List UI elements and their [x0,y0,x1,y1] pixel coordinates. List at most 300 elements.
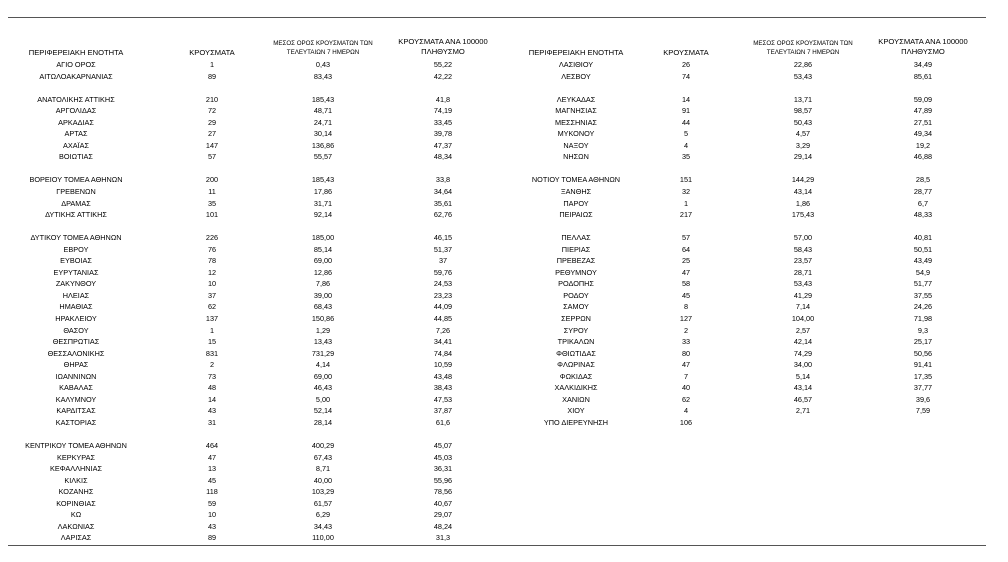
cases-cell: 226 [205,233,219,243]
avg7-cell: 61,57 [313,498,333,508]
region-cell: ΚΕΝΤΡΙΚΟΥ ΤΟΜΕΑ ΑΘΗΝΩΝ [25,441,127,451]
avg7-cell: 12,86 [313,267,333,277]
cases-cell: 43 [207,521,217,531]
per100k-cell: 74,19 [433,106,453,116]
spacer-row [8,163,500,175]
cases-cell: 2 [683,325,689,335]
per100k-cell: 28,77 [913,187,933,197]
avg7-cell: 5,00 [315,394,331,404]
table-row [8,475,500,487]
avg7-cell: 31,71 [313,198,333,208]
spacer-row [8,429,500,441]
region-cell: ΦΘΙΩΤΙΔΑΣ [556,348,596,358]
table-row [508,59,990,71]
per100k-cell: 54,9 [915,267,931,277]
spacer-row [8,82,500,94]
left-table-header [8,33,500,59]
per100k-cell: 48,33 [913,210,933,220]
cases-cell: 45 [207,475,217,485]
region-cell: ΛΕΥΚΑΔΑΣ [556,94,596,104]
table-row [508,278,990,290]
avg7-cell: 185,43 [311,94,335,104]
region-cell: ΘΕΣΠΡΩΤΙΑΣ [52,337,100,347]
cases-cell: 8 [683,302,689,312]
cases-cell: 73 [207,371,217,381]
per100k-cell: 37,55 [913,290,933,300]
table-row [8,440,500,452]
top-rule [8,17,986,18]
cases-cell: 76 [207,244,217,254]
avg7-cell: 4,14 [315,360,331,370]
cases-cell: 151 [679,175,693,185]
cases-cell: 57 [207,152,217,162]
per100k-cell: 50,51 [913,244,933,254]
avg7-cell: 98,57 [793,106,813,116]
region-cell: ΦΩΚΙΔΑΣ [559,371,593,381]
cases-cell: 464 [205,441,219,451]
per100k-cell: 7,26 [435,325,451,335]
per100k-cell: 40,67 [433,498,453,508]
table-row [508,186,990,198]
table-row [8,128,500,140]
cases-cell: 831 [205,348,219,358]
region-cell: ΣΥΡΟΥ [563,325,589,335]
table-row [8,336,500,348]
avg7-cell: 1,86 [795,198,811,208]
avg7-cell: 69,00 [313,256,333,266]
table-row [508,359,990,371]
region-cell: ΜΥΚΟΝΟΥ [557,129,595,139]
avg7-cell: 24,71 [313,117,333,127]
region-cell: ΔΥΤΙΚΟΥ ΤΟΜΕΑ ΑΘΗΝΩΝ [30,233,122,243]
region-cell: ΛΕΣΒΟΥ [561,71,591,81]
table-row [508,244,990,256]
cases-header: ΚΡΟΥΣΜΑΤΑ [189,48,235,57]
table-row [8,267,500,279]
region-cell: ΚΟΡΙΝΘΙΑΣ [56,498,96,508]
avg7-cell: 6,29 [315,510,331,520]
region-cell: ΠΡΕΒΕΖΑΣ [556,256,596,266]
cases-cell: 45 [681,290,691,300]
table-row [508,336,990,348]
cases-cell: 57 [681,233,691,243]
table-row [8,348,500,360]
per100k-cell: 71,98 [913,314,933,324]
per100k-cell: 43,48 [433,371,453,381]
left-table [8,33,500,544]
avg7-cell: 7,86 [315,279,331,289]
table-row [508,267,990,279]
avg7-cell: 74,29 [793,348,813,358]
table-row [508,382,990,394]
table-row [8,255,500,267]
per100k-cell: 37 [438,256,448,266]
region-header: ΠΕΡΙΦΕΡΕΙΑΚΗ ΕΝΟΤΗΤΑ [28,48,124,57]
per100k-cell: 42,22 [433,71,453,81]
region-cell: ΛΑΡΙΣΑΣ [60,533,92,543]
per100k-cell: 28,5 [915,175,931,185]
cases-cell: 15 [207,337,217,347]
region-cell: ΠΙΕΡΙΑΣ [561,244,591,254]
table-row [8,417,500,429]
per100k-cell: 51,37 [433,244,453,254]
region-cell: ΑΡΤΑΣ [64,129,88,139]
region-cell: ΠΕΛΛΑΣ [561,233,591,243]
cases-cell: 40 [681,383,691,393]
avg7-cell: 144,29 [791,175,815,185]
avg7-cell: 34,00 [793,360,813,370]
cases-cell: 37 [207,290,217,300]
table-row [8,452,500,464]
region-cell: ΕΥΡΥΤΑΝΙΑΣ [53,267,99,277]
avg7-cell: 52,14 [313,406,333,416]
per100k-cell: 48,24 [433,521,453,531]
per100k-cell: 46,15 [433,233,453,243]
avg7-cell: 1,29 [315,325,331,335]
avg7-cell: 175,43 [791,210,815,220]
per100k-cell: 37,87 [433,406,453,416]
table-row [8,359,500,371]
avg7-cell: 43,14 [793,187,813,197]
per100k-cell: 34,41 [433,337,453,347]
avg7-cell: 0,43 [315,60,331,69]
avg7-cell: 42,14 [793,337,813,347]
cases-cell: 29 [207,117,217,127]
avg7-cell: 5,14 [795,371,811,381]
avg7-cell: 85,14 [313,244,333,254]
avg7-cell: 2,57 [795,325,811,335]
avg7-cell: 400,29 [311,441,335,451]
per100k-cell: 43,49 [913,256,933,266]
cases-cell: 89 [207,533,217,543]
region-cell: ΚΑΣΤΟΡΙΑΣ [55,417,97,427]
cases-cell: 89 [207,71,217,81]
table-row [508,371,990,383]
cases-cell: 47 [681,267,691,277]
cases-cell: 12 [207,267,217,277]
cases-cell: 4 [683,140,689,150]
table-row [8,117,500,129]
per100k-header-line2: ΠΛΗΘΥΣΜΟ [421,47,465,56]
avg7-cell: 55,57 [313,152,333,162]
per100k-cell: 41,8 [435,94,451,104]
region-cell: ΚΑΡΔΙΤΣΑΣ [56,406,96,416]
table-row [8,382,500,394]
per100k-cell: 49,34 [913,129,933,139]
avg7-cell: 110,00 [312,533,334,543]
spacer-row [8,221,500,233]
avg7-cell: 731,29 [311,348,335,358]
table-row [8,498,500,510]
spacer-row [508,163,990,175]
cases-cell: 13 [207,464,217,474]
table-row [8,232,500,244]
per100k-cell: 44,85 [433,314,453,324]
avg7-cell: 4,57 [795,129,811,139]
cases-cell: 74 [681,71,691,81]
region-cell: ΧΑΛΚΙΔΙΚΗΣ [554,383,598,393]
per100k-cell: 45,03 [433,452,453,462]
per100k-cell: 62,76 [433,210,453,220]
region-cell: ΠΑΡΟΥ [563,198,589,208]
cases-cell: 14 [681,94,691,104]
cases-cell: 210 [205,94,219,104]
region-cell: ΥΠΟ ΔΙΕΡΕΥΝΗΣΗ [543,417,609,427]
per100k-cell: 37,77 [913,383,933,393]
per100k-cell: 91,41 [913,360,933,370]
right-table-body [508,59,990,429]
cases-cell: 78 [207,256,217,266]
table-row [508,140,990,152]
region-cell: ΗΜΑΘΙΑΣ [59,302,93,312]
region-cell: ΚΩ [70,510,82,520]
avg7-cell: 17,86 [313,187,333,197]
per100k-cell: 55,22 [433,60,453,69]
per100k-cell: 24,26 [913,302,933,312]
region-cell: ΣΕΡΡΩΝ [561,314,591,324]
avg7-cell: 28,14 [313,417,333,427]
cases-cell: 101 [205,210,219,220]
table-row [8,59,500,71]
table-row [8,521,500,533]
cases-cell: 14 [207,394,217,404]
region-cell: ΕΒΡΟΥ [63,244,89,254]
per100k-cell: 48,34 [433,152,453,162]
avg7-cell: 83,43 [313,71,333,81]
avg7-cell: 103,29 [311,487,335,497]
cases-cell: 47 [207,452,217,462]
table-row [8,301,500,313]
region-cell: ΗΛΕΙΑΣ [62,290,90,300]
per100k-cell: 33,45 [433,117,453,127]
avg7-header [748,39,858,57]
region-cell: ΗΡΑΚΛΕΙΟΥ [55,314,97,324]
per100k-cell: 23,23 [433,290,453,300]
table-row [508,117,990,129]
table-row [508,128,990,140]
cases-cell: 1 [209,60,215,69]
table-row [8,94,500,106]
per100k-cell: 10,59 [433,360,453,370]
avg7-cell: 29,14 [793,152,813,162]
avg7-header-line2: ΤΕΛΕΥΤΑΙΩΝ 7 ΗΜΕΡΩΝ [766,49,840,56]
avg7-cell: 68,43 [313,302,333,312]
per100k-header-line1: ΚΡΟΥΣΜΑΤΑ ΑΝΑ 100000 [398,37,488,46]
cases-cell: 7 [683,371,689,381]
cases-cell: 10 [207,510,217,520]
region-cell: ΘΗΡΑΣ [63,360,89,370]
per100k-cell: 38,43 [433,383,453,393]
cases-cell: 47 [681,360,691,370]
table-row [8,371,500,383]
cases-cell: 44 [681,117,691,127]
avg7-cell: 23,57 [793,256,813,266]
table-row [8,198,500,210]
region-cell: ΡΟΔΟΥ [563,290,589,300]
cases-cell: 43 [207,406,217,416]
table-row [508,209,990,221]
table-row [8,71,500,83]
cases-cell: 10 [207,279,217,289]
table-row [8,486,500,498]
avg7-cell: 53,43 [793,279,813,289]
table-row [8,463,500,475]
avg7-cell: 43,14 [793,383,813,393]
table-row [8,290,500,302]
region-cell: ΛΑΣΙΘΙΟΥ [558,60,594,69]
per100k-cell: 25,17 [913,337,933,347]
per100k-cell: 31,3 [435,533,451,543]
cases-cell: 1 [209,325,215,335]
table-row [508,348,990,360]
region-cell: ΚΟΖΑΝΗΣ [58,487,94,497]
table-row [8,532,500,544]
region-cell: ΑΓΙΟ ΟΡΟΣ [56,60,96,69]
per100k-cell: 17,35 [913,371,933,381]
per100k-cell: 40,81 [913,233,933,243]
per100k-cell: 59,09 [913,94,933,104]
table-row [508,174,990,186]
table-row [8,151,500,163]
per100k-cell: 46,88 [913,152,933,162]
per100k-cell: 85,61 [913,71,933,81]
table-row [508,417,990,429]
per100k-cell: 47,37 [433,140,453,150]
per100k-cell: 34,49 [913,60,933,69]
region-cell: ΝΑΞΟΥ [563,140,589,150]
right-table [508,33,990,429]
per100k-cell: 45,07 [433,441,453,451]
avg7-cell: 8,71 [315,464,331,474]
region-cell: ΚΑΒΑΛΑΣ [59,383,93,393]
cases-cell: 1 [683,198,689,208]
per100k-cell: 9,3 [917,325,929,335]
region-cell: ΜΕΣΣΗΝΙΑΣ [555,117,597,127]
table-row [8,209,500,221]
avg7-cell: 48,71 [313,106,333,116]
per100k-cell: 35,61 [433,198,453,208]
cases-cell: 35 [207,198,217,208]
avg7-cell: 34,43 [313,521,333,531]
per100k-header [868,37,978,57]
table-row [508,301,990,313]
region-cell: ΑΡΓΟΛΙΔΑΣ [55,106,97,116]
region-cell: ΤΡΙΚΑΛΩΝ [557,337,595,347]
avg7-header [268,39,378,57]
per100k-cell: 44,09 [433,302,453,312]
table-row [508,405,990,417]
per100k-header-line1: ΚΡΟΥΣΜΑΤΑ ΑΝΑ 100000 [878,37,968,46]
region-cell: ΜΑΓΝΗΣΙΑΣ [555,106,597,116]
region-cell: ΒΟΡΕΙΟΥ ΤΟΜΕΑ ΑΘΗΝΩΝ [29,175,123,185]
table-row [508,394,990,406]
cases-cell: 147 [205,140,219,150]
avg7-cell: 39,00 [313,290,333,300]
table-row [8,325,500,337]
per100k-cell: 39,6 [915,394,931,404]
region-cell: ΘΑΣΟΥ [63,325,89,335]
region-cell: ΝΗΣΩΝ [563,152,589,162]
cases-cell: 31 [207,417,217,427]
per100k-cell: 78,56 [433,487,453,497]
cases-cell: 64 [681,244,691,254]
table-row [8,394,500,406]
cases-cell: 26 [681,60,691,69]
region-cell: ΦΛΩΡΙΝΑΣ [557,360,595,370]
avg7-cell: 3,29 [795,140,811,150]
region-cell: ΑΙΤΩΛΟΑΚΑΡΝΑΝΙΑΣ [39,71,113,81]
table-row [8,278,500,290]
cases-cell: 91 [681,106,691,116]
avg7-cell: 50,43 [793,117,813,127]
table-row [8,105,500,117]
region-cell: ΧΙΟΥ [567,406,585,416]
region-cell: ΙΩΑΝΝΙΝΩΝ [55,371,97,381]
per100k-header-line2: ΠΛΗΘΥΣΜΟ [901,47,945,56]
avg7-cell: 22,86 [793,60,813,69]
table-row [508,71,990,83]
avg7-cell: 92,14 [313,210,333,220]
region-cell: ΚΕΦΑΛΛΗΝΙΑΣ [50,464,102,474]
cases-cell: 32 [681,187,691,197]
cases-cell: 59 [207,498,217,508]
region-cell: ΧΑΝΙΩΝ [562,394,590,404]
table-row [508,232,990,244]
region-cell: ΛΑΚΩΝΙΑΣ [57,521,95,531]
bottom-rule [8,545,986,546]
region-cell: ΑΧΑΪΑΣ [62,140,89,150]
table-row [508,151,990,163]
avg7-header-line1: ΜΕΣΟΣ ΟΡΟΣ ΚΡΟΥΣΜΑΤΩΝ ΤΩΝ [273,40,373,47]
avg7-cell: 7,14 [795,302,811,312]
table-row [508,290,990,302]
per100k-cell: 19,2 [915,140,931,150]
avg7-cell: 185,00 [311,233,335,243]
cases-cell: 27 [207,129,217,139]
avg7-cell: 185,43 [311,175,335,185]
cases-cell: 11 [208,187,216,197]
avg7-cell: 104,00 [791,314,815,324]
region-cell: ΞΑΝΘΗΣ [560,187,592,197]
per100k-cell: 7,59 [915,406,931,416]
region-cell: ΚΙΛΚΙΣ [64,475,88,485]
per100k-cell: 33,8 [435,175,451,185]
cases-cell: 217 [679,210,693,220]
avg7-cell: 69,00 [313,371,333,381]
region-cell: ΡΟΔΟΠΗΣ [558,279,594,289]
region-cell: ΣΑΜΟΥ [563,302,589,312]
spacer-row [508,82,990,94]
cases-cell: 62 [207,302,217,312]
region-cell: ΓΡΕΒΕΝΩΝ [56,187,96,197]
cases-cell: 137 [205,314,219,324]
per100k-cell: 27,51 [913,117,933,127]
cases-cell: 25 [681,256,691,266]
region-cell: ΚΕΡΚΥΡΑΣ [56,452,96,462]
avg7-cell: 67,43 [313,452,333,462]
per100k-cell: 24,53 [433,279,453,289]
cases-cell: 118 [206,487,218,497]
avg7-cell: 57,00 [793,233,813,243]
cases-cell: 35 [681,152,691,162]
cases-cell: 106 [679,417,693,427]
per100k-cell: 47,53 [433,394,453,404]
table-row [508,255,990,267]
table-row [508,105,990,117]
table-row [8,509,500,521]
spacer-row [508,221,990,233]
cases-header: ΚΡΟΥΣΜΑΤΑ [663,48,709,57]
